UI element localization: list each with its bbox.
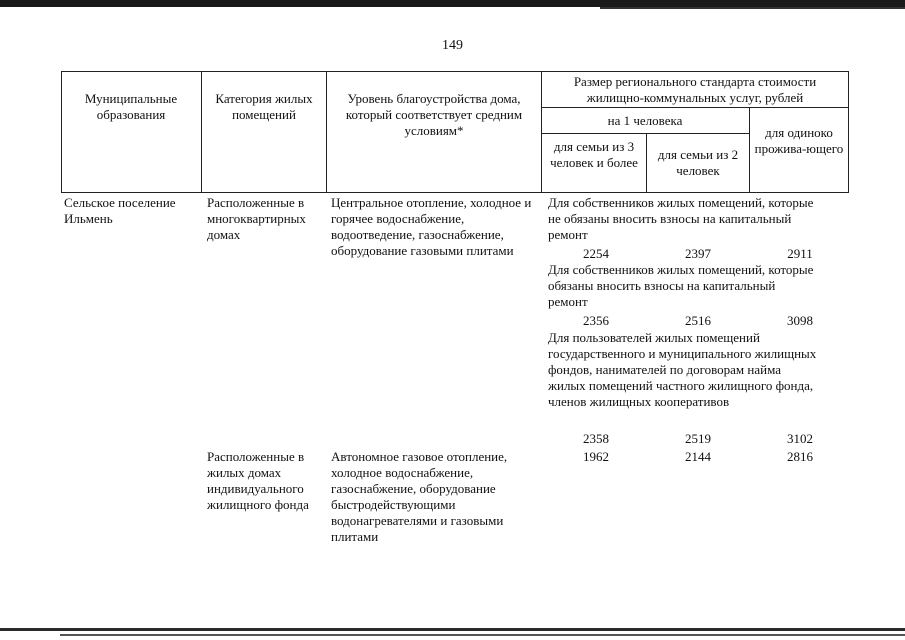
page-number: 149 [442, 38, 463, 53]
row1-group3-label: Для пользователей жилых помещений государственного и муниципального жилищных фондов, нанимателей по договорам найма жилых помещений частного жилищного фонда, членов жилищных кооперативов [548, 330, 817, 409]
scan-edge-bottom-secondary [60, 634, 905, 636]
header-divider-per-person [541, 133, 749, 134]
col-border-2 [326, 71, 327, 193]
header-per-person: на 1 человека [607, 113, 683, 128]
header-standard-size: Размер регионального стандарта стоимости жилищно-коммунальных услуг, рублей [573, 74, 817, 105]
row1-category: Расположенные в многоквартирных домах [207, 195, 306, 242]
row1-group1-single: 2911 [787, 246, 813, 261]
scan-edge-bottom [0, 628, 905, 631]
header-family-2: для семьи из 2 человек [657, 147, 739, 178]
header-municipality: Муниципальные образования [84, 91, 178, 122]
col-border-3 [541, 71, 542, 193]
municipality-name: Сельское поселение Ильмень [64, 195, 176, 226]
header-family-3: для семьи из 3 человек и более [550, 139, 638, 170]
row2-category: Расположенные в жилых домах индивидуального жилищного фонда [207, 449, 309, 512]
row1-group3-family2: 2519 [685, 431, 711, 446]
row2-single: 2816 [787, 449, 813, 464]
row1-group2-single: 3098 [787, 313, 813, 328]
col-border-right [848, 71, 849, 193]
col-border-4 [646, 133, 647, 193]
table-header-bottom-border [61, 192, 849, 193]
row2-amenity: Автономное газовое отопление, холодное водоснабжение, газоснабжение, оборудование быстродействующими водонагревателями и газовыми плитами [331, 449, 508, 544]
scan-edge-top [0, 0, 905, 7]
row2-family2: 2144 [685, 449, 711, 464]
row1-group3-family3: 2358 [583, 431, 609, 446]
row2-family3: 1962 [583, 449, 609, 464]
col-border-1 [201, 71, 202, 193]
table-top-border [61, 71, 849, 72]
header-category: Категория жилых помещений [215, 91, 313, 122]
col-border-5 [749, 107, 750, 193]
header-divider-size [541, 107, 849, 108]
row1-group2-family3: 2356 [583, 313, 609, 328]
header-single: для одиноко прожива-ющего [754, 125, 844, 156]
col-border-left [61, 71, 62, 193]
row1-amenity: Центральное отопление, холодное и горячее водоснабжение, водоотведение, газоснабжение, оборудование газовыми плитами [331, 195, 532, 258]
header-amenity: Уровень благоустройства дома, который соответствует средним условиям* [345, 91, 523, 138]
row1-group2-label: Для собственников жилых помещений, которые обязаны вносить взносы на капитальный ремонт [548, 262, 814, 309]
row1-group1-family3: 2254 [583, 246, 609, 261]
row1-group1-label: Для собственников жилых помещений, которые не обязаны вносить взносы на капитальный ремонт [548, 195, 814, 242]
row1-group2-family2: 2516 [685, 313, 711, 328]
row1-group1-family2: 2397 [685, 246, 711, 261]
row1-group3-single: 3102 [787, 431, 813, 446]
